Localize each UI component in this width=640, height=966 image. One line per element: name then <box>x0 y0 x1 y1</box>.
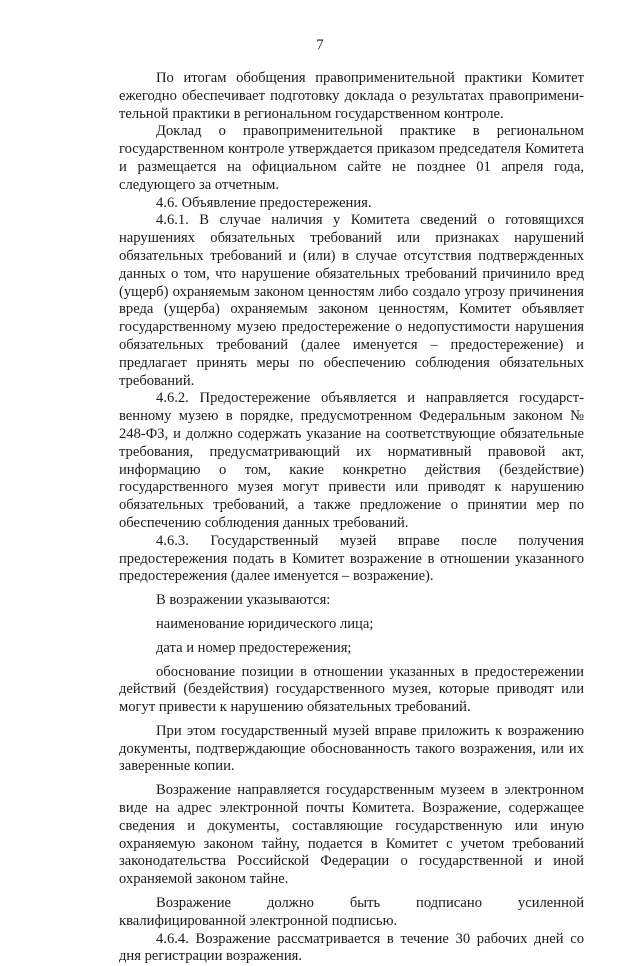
section-heading-4-6: 4.6. Объявление предостережения. <box>156 194 372 211</box>
paragraph-report-approval: Доклад о правоприменительной практике в региональном государственном контроле утверждается приказом председателя Комитета и размещается на официальном сайте не позднее 01 апреля года, следующего за отчетным. <box>119 123 584 193</box>
paragraph-objection-signature: Возражение должно быть подписано усиленной квалифицированной электронной подписью. <box>119 895 584 929</box>
document-body <box>119 70 584 966</box>
clause-4-6-2: 4.6.2. Предостережение объявляется и направляется государственному музею в порядке, предусмотренном Федеральным законом № 248-ФЗ, и должно содержать указание на соответствующие обязательные требования, предусматривающий их нормативный правовой акт, информацию о том, какие конкретно действия (бездействие) государственного музея могут привести или приводят к нарушению обязательных требований, а также предложение о принятии мер по обеспечению соблюдения данных требований. <box>119 390 584 531</box>
objection-item-legal-entity: наименование юридического лица; <box>156 615 374 632</box>
clause-4-6-1: 4.6.1. В случае наличия у Комитета сведений о готовящихся нарушениях обязательных требований или признаках нарушений обязательных требований и (или) в случае отсутствия подтвержденных данных о том, что нарушение обязательных требований причинило вред (ущерб) охраняемым законом ценностям либо создало угрозу причинения вреда (ущерба) охраняемым законом ценностям, Комитет объявляет государственному музею предостережение о недопустимости нарушения обязательных требований (далее именуется – предостережение) и предлагает принять меры по обеспечению соблюдения обязательных требований. <box>119 212 584 389</box>
clause-4-6-4: 4.6.4. Возражение рассматривается в течение 30 рабочих дней со дня регистрации возражения. <box>119 930 584 965</box>
objection-contents-intro: В возражении указываются: <box>156 592 331 609</box>
paragraph-objection-submission: Возражение направляется государственным музеем в электронном виде на адрес электронной почты Комитета. Возражение, содержащее сведения и документы, составляющие государственную или иную охраняемую законом тайну, подается в Комитет с учетом требований законодательства Российской Федерации о государственной и иной охраняемой законом тайне. <box>119 782 584 888</box>
paragraph-practice-summary: По итогам обобщения правоприменительной практики Комитет ежегодно обеспечивает подготовку доклада о результатах правоприменительной практики в региональном государственном контроле. <box>119 70 584 122</box>
paragraph-attach-documents: При этом государственный музей вправе приложить к возражению документы, подтверждающие обоснованность такого возражения, или их заверенные копии. <box>119 722 584 775</box>
page-number: 7 <box>316 37 324 53</box>
clause-4-6-3: 4.6.3. Государственный музей вправе после получения предостережения подать в Комитет возражение в отношении указанного предостережения (далее именуется – возражение). <box>119 532 584 585</box>
objection-item-justification: обоснование позиции в отношении указанных в предостережении действий (бездействия) государственного музея, которые приводят или могут привести к нарушению обязательных требований. <box>119 663 584 716</box>
objection-item-warning-date: дата и номер предостережения; <box>156 639 352 656</box>
